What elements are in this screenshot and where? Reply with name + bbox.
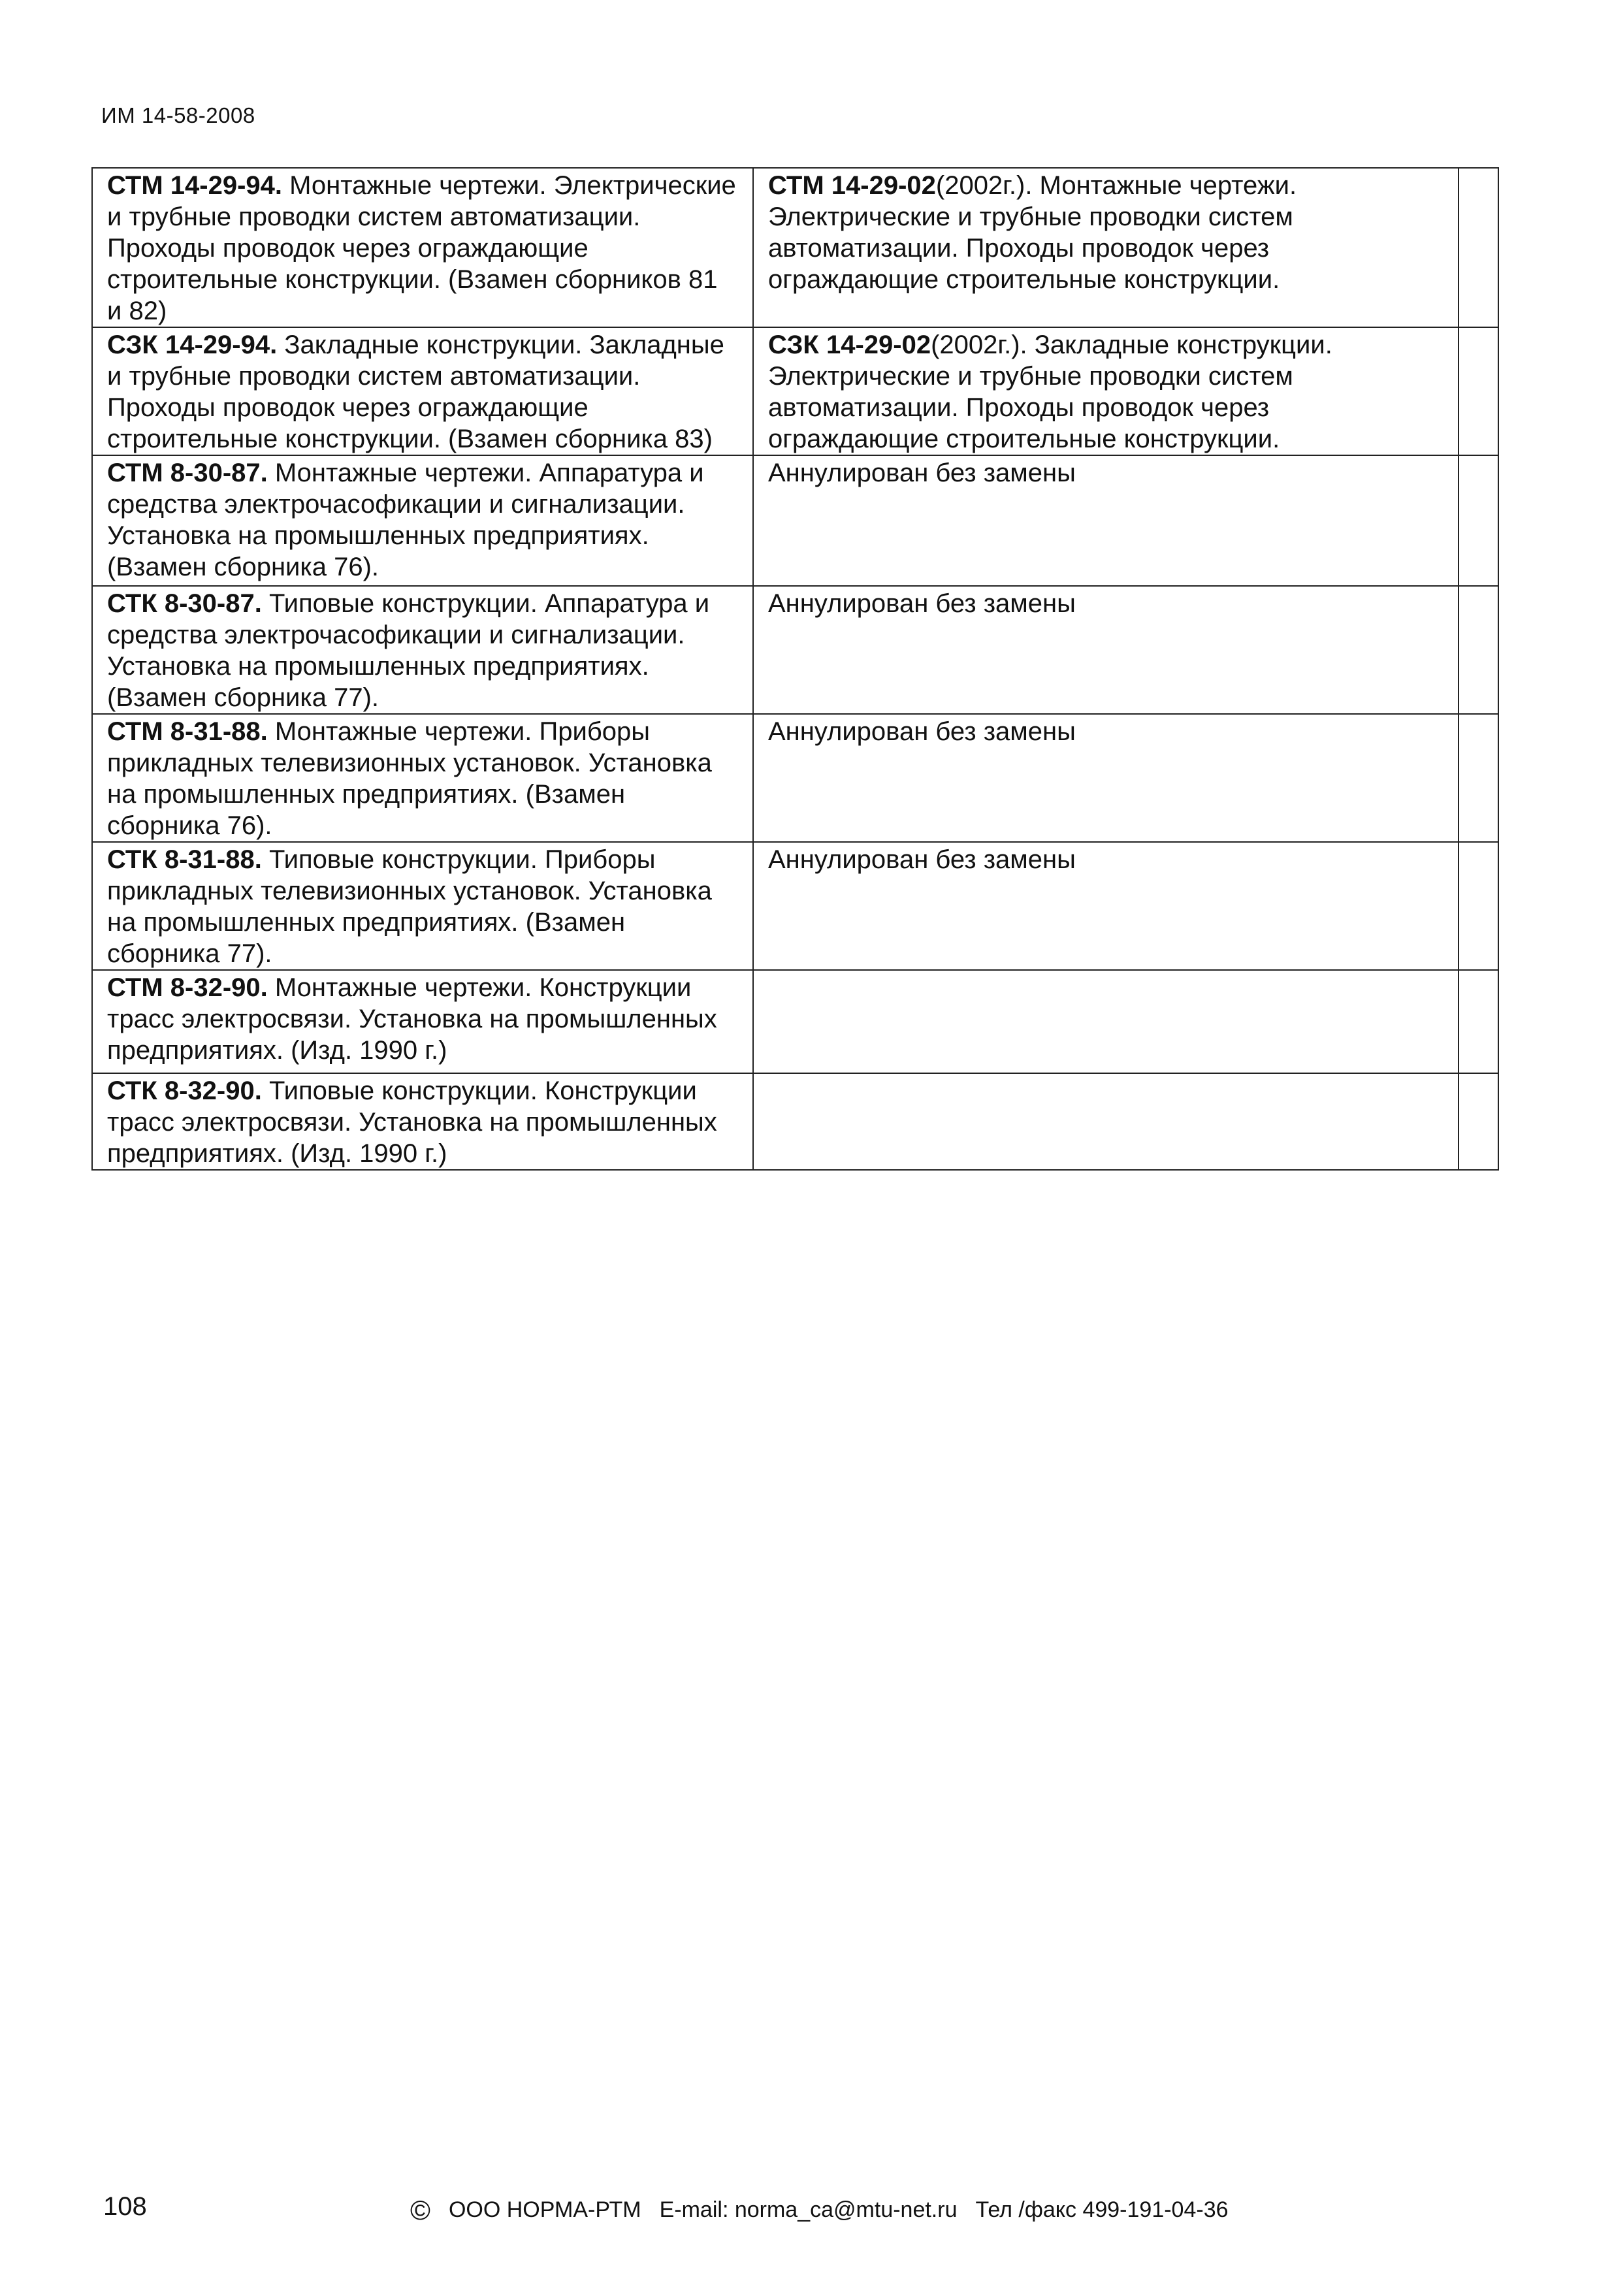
new-standard-description: Аннулирован без замены <box>768 717 1076 746</box>
new-standard-description: Аннулирован без замены <box>768 589 1076 618</box>
old-standard-cell <box>92 327 753 455</box>
phone-text: Тел /факс 499-191-04-36 <box>975 2197 1229 2222</box>
new-standard-description: Аннулирован без замены <box>768 845 1076 874</box>
new-standard-cell <box>753 1073 1459 1170</box>
table-row <box>92 970 1498 1073</box>
old-standard-cell <box>92 714 753 842</box>
new-standard-code: СЗК 14-29-02 <box>768 331 931 359</box>
old-standard-description: Монтажные чертежи. Аппаратура и средства электрочасофикации и сигнализации. Установка на промышленных предприятиях. (Взамен сборника 76). <box>107 459 704 581</box>
old-standard-cell <box>92 586 753 714</box>
old-standard-description: Закладные конструкции. Закладные и трубные проводки систем автоматизации. Проходы проводок через ограждающие строительные конструкции. (Взамен сборника 83) <box>107 331 724 453</box>
new-standard-cell <box>753 714 1459 842</box>
notes-cell <box>1459 168 1498 327</box>
new-standard-cell <box>753 327 1459 455</box>
copyright-symbol: © <box>410 2195 430 2225</box>
old-standard-code: СТК 8-30-87. <box>107 589 262 618</box>
standards-table <box>91 167 1499 1171</box>
notes-cell <box>1459 586 1498 714</box>
old-standard-cell <box>92 455 753 586</box>
document-code: ИМ 14-58-2008 <box>101 103 255 127</box>
new-standard-cell <box>753 586 1459 714</box>
old-standard-code: СТК 8-32-90. <box>107 1076 262 1105</box>
footer-contacts <box>410 2195 1247 2226</box>
notes-cell <box>1459 455 1498 586</box>
email-text: E-mail: norma_ca@mtu-net.ru <box>659 2197 958 2222</box>
notes-cell <box>1459 714 1498 842</box>
old-standard-code: СТМ 8-32-90. <box>107 973 268 1002</box>
old-standard-description: Типовые конструкции. Аппаратура и средства электрочасофикации и сигнализации. Установка на промышленных предприятиях. (Взамен сборника 77). <box>107 589 710 712</box>
table-row <box>92 714 1498 842</box>
table-row <box>92 842 1498 970</box>
old-standard-description: Монтажные чертежи. Приборы прикладных телевизионных установок. Установка на промышленных предприятиях. (Взамен сборника 76). <box>107 717 712 840</box>
old-standard-description: Монтажные чертежи. Конструкции трасс электросвязи. Установка на промышленных предприятиях. (Изд. 1990 г.) <box>107 973 717 1065</box>
new-standard-cell <box>753 168 1459 327</box>
table-row <box>92 327 1498 455</box>
old-standard-cell <box>92 1073 753 1170</box>
table-row <box>92 455 1498 586</box>
table-row <box>92 586 1498 714</box>
notes-cell <box>1459 1073 1498 1170</box>
new-standard-code: СТМ 14-29-02 <box>768 171 936 200</box>
old-standard-code: СТК 8-31-88. <box>107 845 262 874</box>
old-standard-code: СТМ 8-31-88. <box>107 717 268 746</box>
old-standard-cell <box>92 970 753 1073</box>
old-standard-code: СТМ 8-30-87. <box>107 459 268 487</box>
old-standard-code: СЗК 14-29-94. <box>107 331 278 359</box>
old-standard-code: СТМ 14-29-94. <box>107 171 282 200</box>
new-standard-description: Аннулирован без замены <box>768 459 1076 487</box>
new-standard-cell <box>753 455 1459 586</box>
old-standard-description: Типовые конструкции. Конструкции трасс электросвязи. Установка на промышленных предприятиях. (Изд. 1990 г.) <box>107 1076 717 1168</box>
new-standard-description: (2002г.). Закладные конструкции. Электрические и трубные проводки систем автоматизации. Проходы проводок через ограждающие строительные конструкции. <box>768 331 1332 453</box>
notes-cell <box>1459 327 1498 455</box>
new-standard-description: (2002г.). Монтажные чертежи. Электрические и трубные проводки систем автоматизации. Проходы проводок через ограждающие строительные конструкции. <box>768 171 1297 294</box>
new-standard-cell <box>753 842 1459 970</box>
page-number: 108 <box>103 2192 147 2221</box>
notes-cell <box>1459 970 1498 1073</box>
table-row <box>92 168 1498 327</box>
old-standard-cell <box>92 842 753 970</box>
table-row <box>92 1073 1498 1170</box>
new-standard-cell <box>753 970 1459 1073</box>
company-name: ООО НОРМА-РТМ <box>448 2197 641 2222</box>
old-standard-description: Типовые конструкции. Приборы прикладных телевизионных установок. Установка на промышленных предприятиях. (Взамен сборника 77). <box>107 845 712 968</box>
old-standard-cell <box>92 168 753 327</box>
notes-cell <box>1459 842 1498 970</box>
old-standard-description: Монтажные чертежи. Электрические и трубные проводки систем автоматизации. Проходы проводок через ограждающие строительные конструкции. (Взамен сборников 81 и 82) <box>107 171 736 325</box>
